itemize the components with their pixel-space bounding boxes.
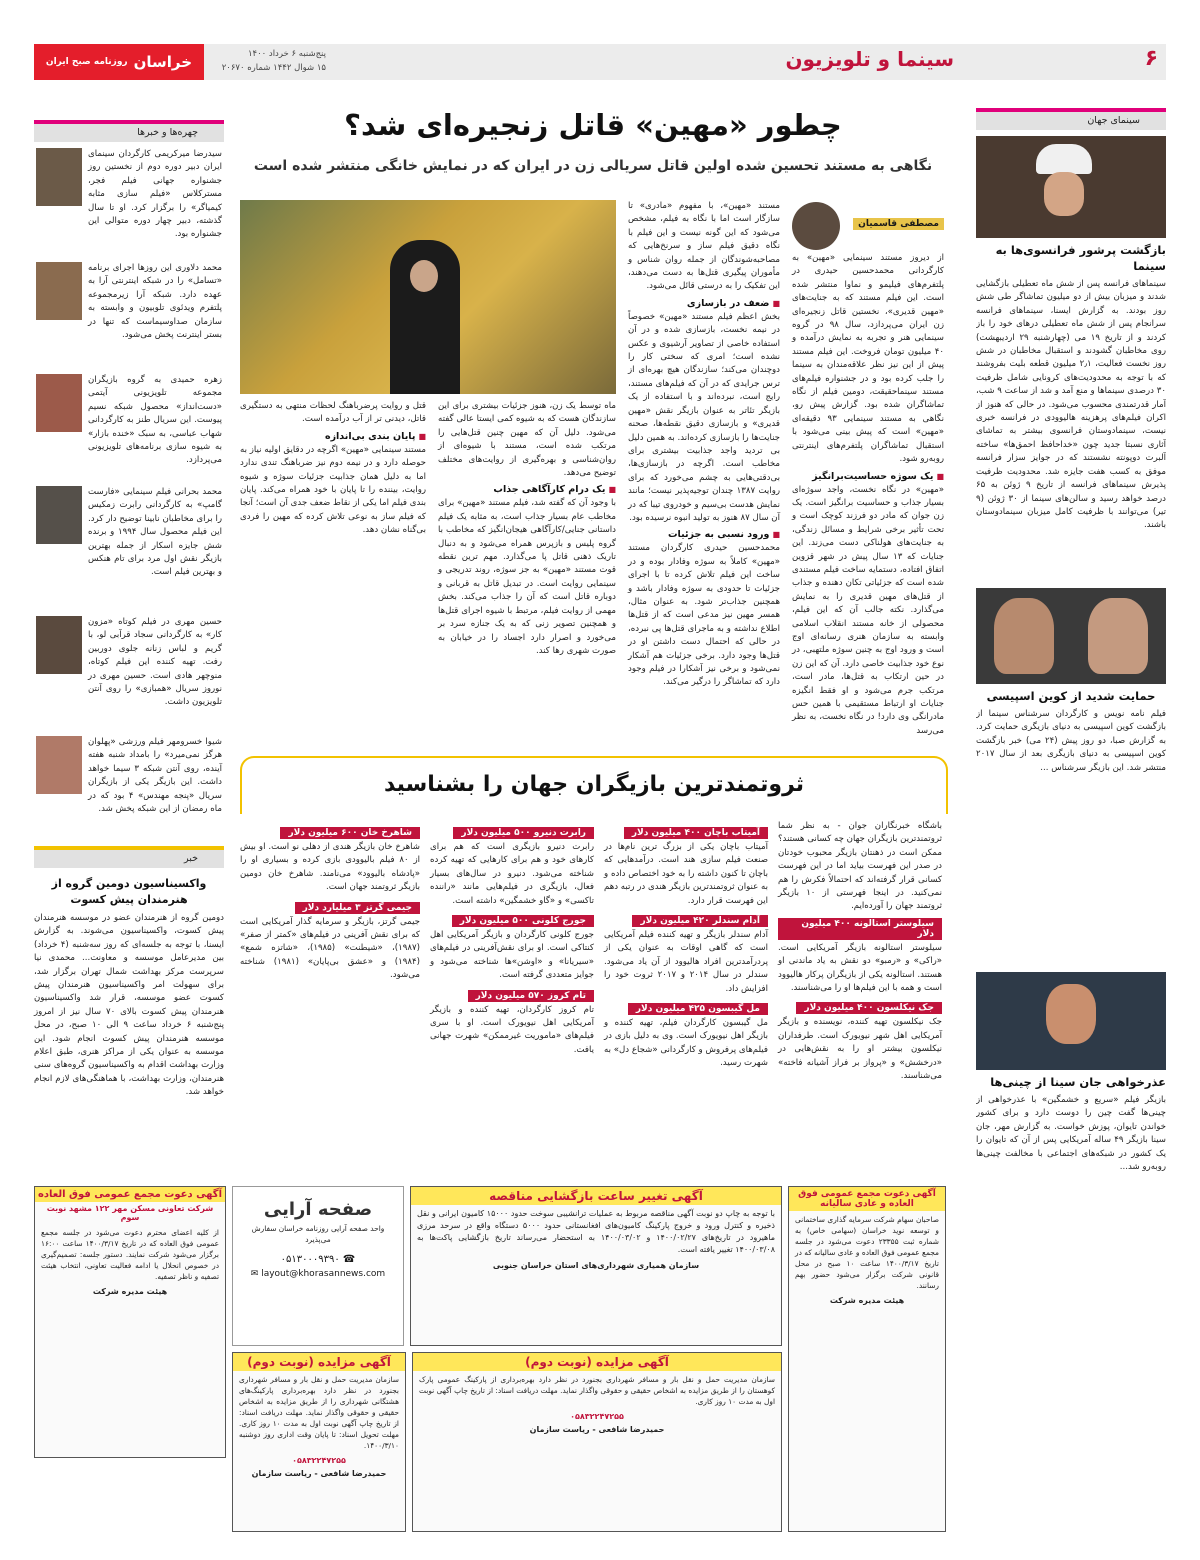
article-col1-text-2: «مهین» در نگاه نخست، واجد سوژه‌ای بسیار جذاب و حساسیت‌ برانگیز است. یک زن جوان که مادر دو فرزند کوچک است و تحت تأثیر برخی شرایط و مسائل زندگی، به جنایت‌های هولناکی دست می‌زند. این جنایات که ۱۳ سال پیش در شهر قزوین اتفاق افتاده، دستمایه ساخت فیلم مستندی شده است که جزئیاتی تکان دهنده و جذاب از قتل‌های مهین قدیری را به نمایش می‌گذارد. نکته جالب آن که این فیلم، محصولی از خانه مستند انقلاب اسلامی وابسته به سازمان هنری رسانه‌ای اوج است و ورود اوج به چنین سوژه ملتهبی، در نوع خود جذابیت خاصی دارد. آن که این زن در حین ارتکاب به قتل‌ها، مادر است، مرتکب جرم می‌شود و او فقط انگیزه جنایات او ارتباط مستقیمی با همین حس مادرانگی وی دارد! در نگاه نخست، به نظر می‌رسد: [792, 484, 944, 736]
actor-name: آدام سندلر: [712, 916, 760, 927]
news-box: [34, 846, 224, 1100]
article-column-1: [792, 200, 944, 738]
photo-khosromehr: [36, 736, 82, 794]
actors-column-4: [240, 820, 420, 983]
ad-signature: هیئت مدیره شرکت: [829, 1296, 905, 1305]
article-photo: [240, 200, 616, 394]
article-column-2: [628, 200, 780, 690]
actor-name: جورج کلونی: [532, 916, 586, 927]
figure-face: [410, 260, 438, 292]
article-caption-end: قتل و روایت پرضرباهنگ لحظات منتهی به دستگیری قاتل، دیدنی تر از آب درآمده است.: [240, 401, 426, 425]
author-box: [792, 200, 944, 252]
ad-title: آگهی مزایده (نوبت دوم): [233, 1353, 405, 1371]
layout-phone: ☎ ۰۵۱۳۰۰۰۹۳۹۰: [280, 1254, 356, 1265]
actor-entry: [604, 908, 768, 996]
actor-text: شاهرخ خان بازیگر هندی از دهلی نو است. او بیش از ۸۰ فیلم بالیوودی بازی کرده و بسیاری او را «پادشاه بالیوود» می‌نامند. شاهرخ خان دومین بازیگر ثروتمند جهان است.: [240, 842, 420, 893]
news-item: [36, 148, 222, 242]
news-item-text: حسین مهری در فیلم کوتاه «مزون کار» به کارگردانی سجاد قرآبی لو، با گریم و لباس زنانه جلوی دوربین رفت. تهیه کننده این فیلم کوتاه، منوچهر هادی است. حسین مهری در نوروز سریال «همبازی» را روی آنتن تلویزیون داشت.: [88, 617, 222, 708]
actor-worth: ۴۰۰ میلیون دلار: [631, 828, 701, 838]
news-body: دومین گروه از هنرمندان عضو در موسسه هنرمندان پیش کسوت، واکسیناسیون می‌شوند. به گزارش ایسنا، با توجه به جلسه‌ای که روز سه‌شنبه (۴ خرداد) بین مدیرعامل موسسه و معاونت... محمدی نیا سرپرست مرکز بهداشت شمال تهران برگزار شد، برای سهولت امر واکسیناسیون هنرمندان پیش کسوت عضو موسسه، قرار شد واکسیناسیون هنرمندان پیش کسوت بالای ۷۰ سال نیز از امروز پنج‌شنبه ۶ خرداد ساعت ۹ الی ۱۰ صبح، در محل موسسه هنرمندان پیش کسوت انجام شود. این موسسه به عنوان یکی از مراکز هنری، طبق اعلام وزارت بهداشت اقدام به واکسیناسیون گروه‌های سنی هنرمندان، وزارت بهداشت، با هماهنگی‌های لازم انجام خواهد شد.: [34, 913, 224, 1098]
news-item: [36, 374, 222, 468]
layout-title: صفحه آرایی: [263, 1199, 373, 1220]
actor-heading: [632, 915, 768, 927]
article-col2-text-2: بخش اعظم فیلم مستند «مهین» خصوصاً در نیمه نخست، بازسازی شده و در آن استفاده خاصی از تصاویر آرشیوی و عکس نشده است؛ امری که سختی کار را دوچندان می‌کند؛ سازندگان هیچ بهره‌ای از ترس جرایدی که در آن که فیلم‌های مستند، رایج است، نبرده‌اند و با استفاده از یک بازیگر تئاتر به عنوان بازیگر نقش «مهین قدیری» و بازسازی دقیق نقطه‌ها، صحنه جنایت‌ها را بازسازی کرده‌اند. به همین دلیل بی تردید واجد جذابیت بیشتری برای مخاطب است. اگرچه در بازسازی‌ها، بی‌دقتی‌هایی به چشم می‌خورد که برای روایت ۱۳۸۷ چندان توجیه‌پذیر نیست؛ مانند نمایش هدست بی‌سیم و خودروی تیبا که در آن سال ۸۷ هنوز به تولید انبوه نرسیده بود.: [628, 311, 781, 523]
actor-text: سیلوستر استالونه بازیگر آمریکایی است. «راکی» و «رمبو» دو نقش به یاد ماندنی او هستند. استالونه یکی از بازیگران پرکار هالیوود است و همه با این فیلم‌ها او را می‌شناسند.: [778, 942, 942, 994]
date-line-1: پنج‌شنبه ۶ خرداد ۱۴۰۰: [247, 49, 326, 59]
article-col4-text: مستند سینمایی «مهین» اگرچه در دقایق اولیه نیاز به حوصله دارد و در نیمه دوم نیز ضرباهنگ تندی ندارد اما به دلیل همان جذابیت جزئیات سوژه و شیوه روایت، بیننده را تا پایان با خود همراه می‌کند. پایان بندی فیلم اما یکی از نقاط ضعف جدی آن است؛ آنجا که فیلم ساز به نوعی تلاش کرده که مهین را فردی بی‌گناه نشان دهد.: [240, 444, 426, 536]
author-name: مصطفی قاسمیان: [853, 218, 944, 230]
actor-name: تام کروز: [547, 990, 586, 1001]
ad-signature: سازمان همیاری شهرداری‌های استان خراسان جنوبی: [492, 1261, 700, 1270]
layout-email-address: layout@khorasannews.com: [261, 1269, 386, 1279]
actor-worth: ۴۲۰ میلیون دلار: [640, 916, 710, 927]
actor-entry: [430, 983, 594, 1058]
actor-heading: [453, 827, 594, 839]
actor-text: جورج کلونی کارگردان و بازیگر آمریکایی اهل کنتاکی است. او برای نقش‌آفرینی در فیلم‌های «سیریانا» و «اوشن»ها شناخته می‌شود و جوایز متعددی گرفته است.: [430, 930, 594, 981]
news-header-text: خبر: [184, 853, 198, 864]
left-column: [34, 120, 224, 142]
article-col2-text: مستند «مهین»، با مفهوم «مادری» تا سازگار است اما با نگاه به فیلم، مشخص می‌شود که این گونه نیست و این فیلم با نگاه دقیق فیلم ساز و سرنخ‌هایی که مصاحبه‌شوندگان از جمله روان شناس و مأموران پیگیری قتل‌ها به دست می‌دهند، این تفکیک را به درستی قائل می‌شود.: [628, 201, 780, 292]
chef-hat-shape: [1036, 144, 1092, 174]
ad-title: آگهی دعوت مجمع عمومی فوق العاده: [35, 1187, 225, 1202]
article-subheading: ■ یک درام کارآگاهی جذاب: [438, 484, 616, 495]
layout-phone-number: ۰۵۱۳۰۰۰۹۳۹۰: [280, 1254, 340, 1265]
ad-auction-1: [232, 1352, 406, 1532]
actors-column-1: [778, 820, 942, 1084]
actor-entry: [778, 995, 942, 1083]
actor-heading: [628, 1003, 768, 1015]
actor-name: مل گیبسون: [708, 1004, 760, 1015]
article-col3-text-0: ماه توسط یک زن، هنوز جزئیات بیشتری برای این سازندگان هست که به شیوه کمی ایستا عالی گفته می‌شود. دلیل آن که مهین چنین قتل‌هایی را مرتکب شده است، مستند با شیوه‌ای از روان‌شناسی و بهره‌گیری از روایت‌های مختلف توضیح می‌دهد.: [438, 401, 616, 479]
news-item-text: شیوا خسرومهر فیلم ورزشی «پهلوان هرگز نمی‌میرد» را بامداد شنبه هفته آینده، روی آنتن شبکه ۳ سیما خواهد داشت. این بازیگر یکی از بازیگران سریال «پنجه مهندس» ۴ بود که در ماه رمضان از این شبکه پخش شد.: [88, 737, 222, 815]
news-item-text: سیدرضا میرکریمی کارگردان سینمای ایران دبیر دوره دوم از نخستین روز جشنواره جهانی فیلم فجر، مسترکلاس «فیلم سازی مثابه کیمیاگر» را برگزار کرد. او تا سال گذشته، دبیر چهار دوره متوالی این جشنواره بود.: [88, 149, 222, 240]
actor-heading: [624, 827, 768, 839]
news-item-text: زهره حمیدی به گروه بازیگران مجموعه تلویزیونی آیتمی «دست‌انداز» محصول شبکه نسیم پیوست. این سریال طنز به کارگردانی شهاب عباسی، به سبک «خنده بازار» به شیوه سازی برنامه‌های تلویزیونی می‌پردازد.: [88, 375, 222, 466]
actor-worth: ۴۰۰ میلیون دلار: [804, 1003, 874, 1014]
actor-name: آمیتاب باچان: [704, 828, 760, 838]
cena-face-shape: [1046, 984, 1096, 1044]
article-col3-text: با وجود آن که گفته شد، فیلم مستند «مهین» برای مخاطب عام بسیار جذاب است، به مثابه یک فیلم داستانی جنایی/کارآگاهی هیجان‌انگیز که مخاطب با گروه پلیس و بازپرس همراه می‌شود و به دنبال تاریک ذهنی قاتل پا می‌گذارد. مهم ترین نقطه قوت مستند «مهین» به جز سوژه، روند تدریجی و سینمایی روایت است. در تبدیل قاتل به قربانی و دوباره قاتل است که آن را جذاب می‌کند. بخش مهمی از روایت فیلم، مرتبط با شیوه اجرای قتل‌ها و همچنین تصویر زنی که به یک جنازه سرد بر می‌خورد و اصرار دارد اجساد را در خیابان به صورت شهری رها کند.: [438, 498, 616, 656]
actor-entry: [778, 914, 942, 996]
news-item: [36, 736, 222, 816]
right-column: [976, 108, 1166, 1424]
page-number: ۶: [1144, 46, 1158, 71]
article-subheading: ■ پایان بندی بی‌اندازه: [240, 431, 426, 442]
news-header: [34, 846, 224, 868]
ad-body: سازمان مدیریت حمل و نقل بار و مسافر شهرداری بجنورد در نظر دارد بهره‌برداری از پارکینگ عمومی پارک کوهستان را از طریق مزایده به اشخاص حقیقی و حقوقی واگذار نماید. مهلت دریافت اسناد: از تاریخ چاپ آگهی نوبت اول به مدت ۱۰ روز کاری.: [419, 1375, 775, 1406]
news-title: واکسیناسیون دومین گروه از هنرمندان پیش کسوت: [51, 877, 207, 906]
story1-title: بازگشت پرشور فرانسوی‌ها به سینما: [995, 243, 1166, 273]
ad-phone: ۰۵۸۳۲۲۴۷۲۵۵: [570, 1412, 624, 1421]
actor-heading: [452, 915, 594, 927]
actor-text: جیمی گرتز، بازیگر و سرمایه گذار آمریکایی است که برای نقش آفرینی در فیلم‌های «کمتر از صفر» (۱۹۸۷)، «شیطنت» (۱۹۸۵)، «شاتزه شمع» (۱۹۸۴) و «عشق بی‌پایان» (۱۹۸۱) شناخته می‌شود.: [240, 916, 420, 981]
article-column-4: [240, 400, 426, 538]
actor-name: جیمی گرتز: [363, 902, 412, 913]
actor-name: جک نیکلسون: [876, 1003, 934, 1014]
brand-logo[interactable]: [34, 44, 204, 80]
article-subheading: ■ ورود نسبی به جزئیات: [628, 529, 780, 540]
actors-intro: باشگاه خبرنگاران جوان - به نظر شما ثروتمندترین بازیگران جهان چه کسانی هستند؟ ممکن است در ذهنتان بازیگر محبوب خودتان در صدر این فهرست بیاید اما در این فهرست کسانی قرار گرفته‌اند که احتمالاً فکرش را هم نمی‌کنید. در اینجا فهرستی از ۱۰ بازیگر ثروتمند جهان را آورده‌ایم.: [778, 821, 942, 912]
ad-title: آگهی دعوت مجمع عمومی فوق العاده و عادی سالیانه: [789, 1187, 945, 1211]
actor-text: مل گیبسون کارگردان فیلم، تهیه کننده و بازیگر اهل نیویورک است. وی به دلیل بازی در فیلم‌های پرفروش و کارگردانی «شجاع دل» به شهرت رسید.: [604, 1018, 768, 1069]
brand-subtitle: روزنامه صبح ایران: [45, 57, 128, 67]
actor-entry: [604, 820, 768, 908]
actors-title-frame: [240, 756, 948, 814]
right-column-header: [976, 108, 1166, 130]
photo-hamidi: [36, 374, 82, 432]
brand-name: خراسان: [133, 53, 193, 71]
article-col1-text: از دیروز مستند سینمایی «مهین» به کارگردانی محمدحسین حیدری در پلتفرم‌های فیلیمو و نماوا منتشر شده است. این فیلم مستند که به جنایت‌های «مهین قدیری»، نخستین قاتل زنجیره‌ای زن ایران می‌پردازد، سال ۹۸ در گروه سینمایی هنر و تجربه به نمایش درآمده و ۴۰ میلیون تومان فروخت. این فیلم مستند پیش از این نیز نظر علاقه‌مندان به سینما را جلب کرده بود و در جشنواره فیلم‌های مستند سینماحقیقت، دومین فیلم از نگاه تماشاگران شده بود. گزارش پیش رو، نگاهی به مستند سینمایی ۹۳ دقیقه‌ای «مهین» است که پیش بینی می‌شود با استقبال تماشاگران پلتفرم‌های اینترنتی روبه‌رو شود.: [792, 253, 944, 465]
article-col2-text-3: محمدحسین حیدری کارگردان مستند «مهین» کاملاً به سوژه وفادار بوده و در ساخت این فیلم تلاش کرده تا با اجرای جزئیات تا حدودی به سوژه وفادار باشد و همچنین جذاب‌تر شود. به عنوان مثال، همسر مهین نیز مدعی است که از قتل‌ها اطلاع نداشته و به ماجرای قتل‌ها پی نبرده، در حالی که احتمال دست داشتن او در قتل‌ها وجود دارد. برخی جزئیات هم آشکار نمی‌شود و برخی نیز آشکارا در فیلم وجود دارد که تماشاگر را درگیر می‌کند.: [628, 543, 780, 688]
news-item: [36, 486, 222, 580]
news-item-text: محمد بحرانی فیلم سینمایی «فارست گامپ» به کارگردانی رابرت زمکیس را برای مخاطبان نابینا توضیح دار کرد. این فیلم محصول سال ۱۹۹۴ و برنده شش جایزه اسکار از جمله بهترین بازیگر نقش اول مرد برای تام هنکس و بهترین فیلم است.: [88, 487, 222, 578]
photo-mehri: [36, 616, 82, 674]
date-line-2: ۱۵ شوال ۱۴۴۲ شماره ۲۰۶۷۰: [221, 63, 326, 73]
spacey-photo: [976, 588, 1166, 684]
actor-heading: [280, 827, 420, 839]
actor-heading: [796, 1002, 942, 1014]
story2-body: فیلم نامه نویس و کارگردان سرشناس سینما از بازگشت کوین اسپیسی به دنیای بازیگری حمایت کرد. به گزارش صبا، دو روز پیش (۲۴ می) خبر بازگشت کوین اسپیسی به دنیای بازیگری بعد از سال ۲۰۱۷ منتشر شد. این بازیگر سرشناس ...: [976, 709, 1166, 773]
ad-assembly-mehr: [34, 1186, 226, 1458]
ad-body: از کلیه اعضای محترم دعوت می‌شود در جلسه مجمع عمومی فوق العاده که در تاریخ ۱۴۰۰/۳/۱۷ ساعت ۱۶:۰۰ برگزار می‌شود شرکت نمایند. دستور جلسه: تصمیم‌گیری در خصوص انحلال یا ادامه فعالیت تعاونی، انتخاب هیئت تصفیه و ناظر تصفیه.: [41, 1228, 220, 1281]
actor-worth: ۴۰۰ میلیون دلار: [801, 918, 934, 939]
ad-title: آگهی مزایده (نوبت دوم): [413, 1353, 781, 1371]
main-article-title: چطور «مهین» قاتل زنجیره‌ای شد؟: [344, 108, 842, 142]
cena-photo: [976, 972, 1166, 1070]
section-title: سینما و تلویزیون: [785, 47, 954, 71]
actor-heading: [778, 918, 942, 940]
chef-photo: [976, 136, 1166, 238]
actor-worth: ۵۰۰ میلیون دلار: [459, 916, 529, 927]
ad-subtitle: شرکت تعاونی مسکن مهر ۱۲۲ مشهد نوبت سوم: [46, 1204, 214, 1222]
actor-worth: ۵۷۰ میلیون دلار: [475, 990, 545, 1001]
actor-entry: [604, 996, 768, 1071]
article-subheading: ■ ضعف در بازسازی: [628, 298, 780, 309]
photo-mirkarimi: [36, 148, 82, 206]
ad-body: سازمان مدیریت حمل و نقل بار و مسافر شهرداری بجنورد در نظر دارد بهره‌برداری پارکینگ‌های هشتگانی شهرداری را از طریق مزایده به اشخاص حقیقی و حقوقی واگذار نماید. مهلت دریافت اسناد: از تاریخ چاپ آگهی نوبت اول به مدت ۱۰ روز کاری. مهلت تحویل اسناد: تا پایان وقت اداری روز دوشنبه ۱۴۰۰/۳/۱۰.: [239, 1375, 399, 1450]
article-column-3: [438, 400, 616, 658]
layout-email[interactable]: ✉ layout@khorasannews.com: [250, 1269, 386, 1279]
ad-layout-service: [232, 1186, 404, 1346]
photo-delavari: [36, 262, 82, 320]
actor-name: رابرت دنیرو: [533, 828, 586, 838]
actor-name: شاهرخ خان: [360, 828, 412, 838]
actor-entry: [240, 820, 420, 895]
ad-phone: ۰۵۸۳۲۲۴۷۲۵۵: [292, 1456, 346, 1465]
actor-worth: ۳ میلیارد دلار: [302, 902, 361, 913]
ad-body: با توجه به چاپ دو نوبت آگهی مناقصه مربوط به عملیات ترانشیبی سوخت حدود ۱۵۰۰۰ کامیون ایرانی و نقل ذخیره و کنترل ورود و خروج پارکینگ کامیون‌های افغانستانی حدود ۵۰۰۰ دستگاه واقع در سرحد مرزی ماهیرود در تاریخ‌های ۱۴۰۰/۰۲/۲۷ و ۱۴۰۰/۰۳/۰۲ به استحضار می‌رساند تاریخ بازگشایی پاکت‌ها به ۱۴۰۰/۰۳/۰۸ تغییر یافته است.: [417, 1209, 775, 1254]
actor-text: آدام سندلر بازیگر و تهیه کننده فیلم آمریکایی است که گاهی اوقات به عنوان یکی از پردرآمدترین افراد هالیوود از آن یاد می‌شود. سندلر در سال ۲۰۱۴ و ۲۰۱۷ ثروت خود را افزایش داد.: [604, 930, 768, 994]
actor-worth: ۴۲۵ میلیون دلار: [635, 1004, 706, 1015]
main-article-subtitle: نگاهی به مستند تحسین شده اولین قاتل سریالی زن در ایران که در نمایش خانگی منتشر شده است: [253, 158, 933, 174]
actor-text: رابرت دنیرو بازیگری است که هم برای کارهای خود و هم برای کارهایی که تهیه کرده شناخته می‌شود. دنیرو در سال‌های بسیار فعال، بازیگری در فیلم‌هایی مانند «راننده تاکسی» و «گاو خشمگین» داشته است.: [430, 842, 594, 906]
story3-title: عذرخواهی جان سینا از چینی‌ها: [990, 1075, 1166, 1089]
ad-signature: حمیدرضا شافعی - ریاست سازمان: [529, 1425, 665, 1434]
actor-entry: [430, 908, 594, 983]
story1-body: سینماهای فرانسه پس از شش ماه تعطیلی بازگشایی شدند و میزبان بیش از دو میلیون تماشاگر طی شش روز بودند. به گزارش ایسنا، سینماهای فرانسه سرانجام پس از شش ماه تعطیلی درهای خود را باز کردند و از تاریخ ۱۹ می (چهارشنبه ۲۹ اردیبهشت) روی مخاطبان گشودند و استقبال مخاطبان در شش روز نخست فعالیت، ۲٫۱ میلیون قطعه بلیت بفروشند که با توجه به محدودیت‌های کرونایی شامل ظرفیت ۳۰ درصدی سینماها و منع آمد و شد از ساعت ۹ شب، آمار قدرتمندی محسوب می‌شود. در حالی که هنوز از اکران فیلم‌های پرهزینه هالیوودی در فرانسه خبری نیست، سینمادوستان فرانسوی بیشتر به تماشای آثاری نسبتا جدید چون «خداحافظ احمق‌ها» ساخته آلبرت دوپونته نشستند که در جوایز سزار فرانسه موفق به کسب هفت جایزه شد. محدودیت ظرفیت پذیرش سینماهای فرانسه از تاریخ ۹ ژوئن به ۶۵ درصد خواهد رسید و سالن‌های سینما از ۳۰ ژوئن (۹ تیر) می‌توانند با ظرفیت کامل میزبان سینمادوستان باشند.: [976, 279, 1166, 531]
face-right: [1088, 598, 1148, 674]
actor-entry: [240, 895, 420, 983]
masthead: [34, 44, 1166, 80]
author-photo: [792, 202, 840, 250]
ad-body: صاحبان سهام شرکت سرمایه گذاری ساختمانی و توسعه نوید خراسان (سهامی خاص) به شماره ثبت ۲۳۳۵۵ دعوت می‌شود در جلسه مجمع عمومی فوق العاده و عادی سالیانه که در تاریخ ۱۴۰۰/۳/۱۷ ساعت ۱۰ صبح در محل قانونی شرکت برگزار می‌شود حضور بهم رسانند.: [795, 1215, 939, 1290]
left-column-header-text: چهره‌ها و خبرها: [137, 127, 198, 138]
date-box: [216, 47, 326, 75]
actor-text: جک نیکلسون تهیه کننده، نویسنده و بازیگر آمریکایی اهل شهر نیویورک است. طرفداران نیکلسون بیشتر او را به نقش‌هایی در «درخشش» و «پرواز بر فراز آشیانه فاخته» می‌شناسند.: [778, 1017, 942, 1082]
news-item: [36, 616, 222, 710]
ad-auction-2: [412, 1352, 782, 1532]
actors-column-2: [604, 820, 768, 1071]
actor-heading: [295, 902, 420, 914]
ad-tender: [410, 1186, 782, 1346]
article-subheading: ■ یک سوژه حساسیت‌برانگیز: [792, 471, 944, 482]
actor-text: تام کروز کارگردان، تهیه کننده و بازیگر آمریکایی اهل نیویورک است. او با سری فیلم‌های «ماموریت غیرممکن» شهرت جهانی یافت.: [430, 1004, 594, 1055]
actors-column-3: [430, 820, 594, 1057]
actor-entry: [430, 820, 594, 908]
left-column-header: [34, 120, 224, 142]
actor-worth: ۵۰۰ میلیون دلار: [461, 828, 531, 838]
news-item: [36, 262, 222, 342]
ad-signature: هیئت مدیره شرکت: [92, 1287, 168, 1296]
layout-subtitle: واحد صفحه آرایی روزنامه خراسان سفارش می‌پذیرد: [251, 1224, 385, 1244]
news-item-text: محمد دلاوری این روزها اجرای برنامه «تسامل» را در شبکه اینترنتی آرا به عهده دارد. شبکه آرا زیرمجموعه پلتفرم ویدئوی تلوبیون و وابسته به سازمان صداوسیماست که تنها در بستر اینترنت پخش می‌شود.: [88, 263, 222, 341]
actor-heading: [468, 990, 594, 1002]
chef-face-shape: [1044, 172, 1084, 216]
ad-title: آگهی تغییر ساعت بازگشایی مناقصه: [411, 1187, 781, 1205]
actor-name: سیلوستر استالونه: [854, 918, 934, 929]
photo-bahrani: [36, 486, 82, 544]
ad-signature: حمیدرضا شافعی - ریاست سازمان: [251, 1469, 387, 1478]
story3-body: بازیگر فیلم «سریع و خشمگین» با عذرخواهی از چینی‌ها گفت چین را دوست دارد و برای کشور خواندن تایوان، پوزش خواست. به گزارش مهر، جان سینا بازیگر ۴۹ ساله آمریکایی پس از آن که تایوان را یک کشور در شبکه‌های اجتماعی با مخالفت چینی‌ها روبه‌رو شد...: [976, 1095, 1166, 1173]
right-column-header-text: سینمای جهان: [1087, 115, 1140, 126]
actor-text: آمیتاب باچان یکی از بزرگ ترین نام‌ها در صنعت فیلم سازی هند است. درآمدهایی که باچان تا کنون داشته را به خود اختصاص داده و به عنوان ثروتمندترین بازیگر هندی در رتبه دهم این فهرست قرار دارد.: [604, 842, 768, 906]
story2-title: حمایت شدید از کوین اسپیسی: [986, 689, 1156, 703]
actors-article-title: ثروتمندترین بازیگران جهان را بشناسید: [383, 772, 805, 797]
face-left: [994, 598, 1054, 674]
ad-assembly-navid: [788, 1186, 946, 1532]
actor-worth: ۶۰۰ میلیون دلار: [288, 828, 358, 838]
